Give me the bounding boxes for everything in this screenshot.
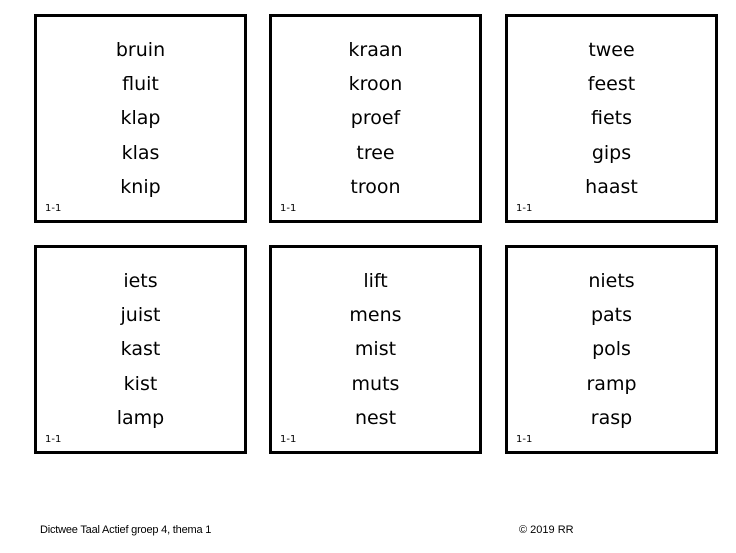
word-list bbox=[37, 264, 244, 435]
word: iets bbox=[123, 270, 158, 292]
word: juist bbox=[120, 304, 161, 327]
word: gips bbox=[591, 141, 632, 164]
word-card-5 bbox=[269, 245, 482, 454]
word: twee bbox=[588, 39, 635, 61]
word: fluit bbox=[122, 73, 159, 96]
word: haast bbox=[585, 175, 638, 198]
card-code: 1-1 bbox=[280, 434, 297, 445]
word: troon bbox=[350, 175, 401, 198]
word: kroon bbox=[348, 73, 403, 96]
word: fiets bbox=[590, 107, 632, 130]
word-card-3 bbox=[505, 14, 718, 223]
word: lamp bbox=[116, 406, 165, 429]
word-list bbox=[272, 33, 479, 204]
card-code: 1-1 bbox=[45, 434, 62, 445]
word: muts bbox=[351, 372, 400, 395]
word: kraan bbox=[348, 39, 403, 61]
word: pols bbox=[592, 338, 631, 361]
word: ramp bbox=[586, 372, 637, 395]
word-list bbox=[508, 264, 715, 435]
word: pats bbox=[590, 304, 633, 327]
word: kast bbox=[120, 338, 161, 361]
word: klap bbox=[120, 107, 161, 130]
word: knip bbox=[120, 175, 161, 198]
word: mens bbox=[349, 304, 402, 327]
word: bruin bbox=[115, 39, 166, 61]
word: mist bbox=[354, 338, 397, 361]
card-code: 1-1 bbox=[45, 203, 62, 214]
card-code: 1-1 bbox=[280, 203, 297, 214]
word: rasp bbox=[590, 406, 633, 429]
word-list bbox=[272, 264, 479, 435]
word-card-6 bbox=[505, 245, 718, 454]
word: proef bbox=[350, 107, 401, 130]
word: lift bbox=[363, 270, 388, 292]
card-code: 1-1 bbox=[516, 434, 533, 445]
word-card-1 bbox=[34, 14, 247, 223]
footer-title: Dictwee Taal Actief groep 4, thema 1 bbox=[40, 524, 212, 536]
word: feest bbox=[587, 73, 636, 96]
word-list bbox=[37, 33, 244, 204]
word-card-4 bbox=[34, 245, 247, 454]
word: kist bbox=[123, 372, 158, 395]
word: tree bbox=[356, 141, 395, 164]
word-list bbox=[508, 33, 715, 204]
word: nest bbox=[354, 406, 397, 429]
card-code: 1-1 bbox=[516, 203, 533, 214]
footer-copyright: © 2019 RR bbox=[519, 524, 574, 536]
word: niets bbox=[588, 270, 635, 292]
word: klas bbox=[121, 141, 160, 164]
word-card-2 bbox=[269, 14, 482, 223]
